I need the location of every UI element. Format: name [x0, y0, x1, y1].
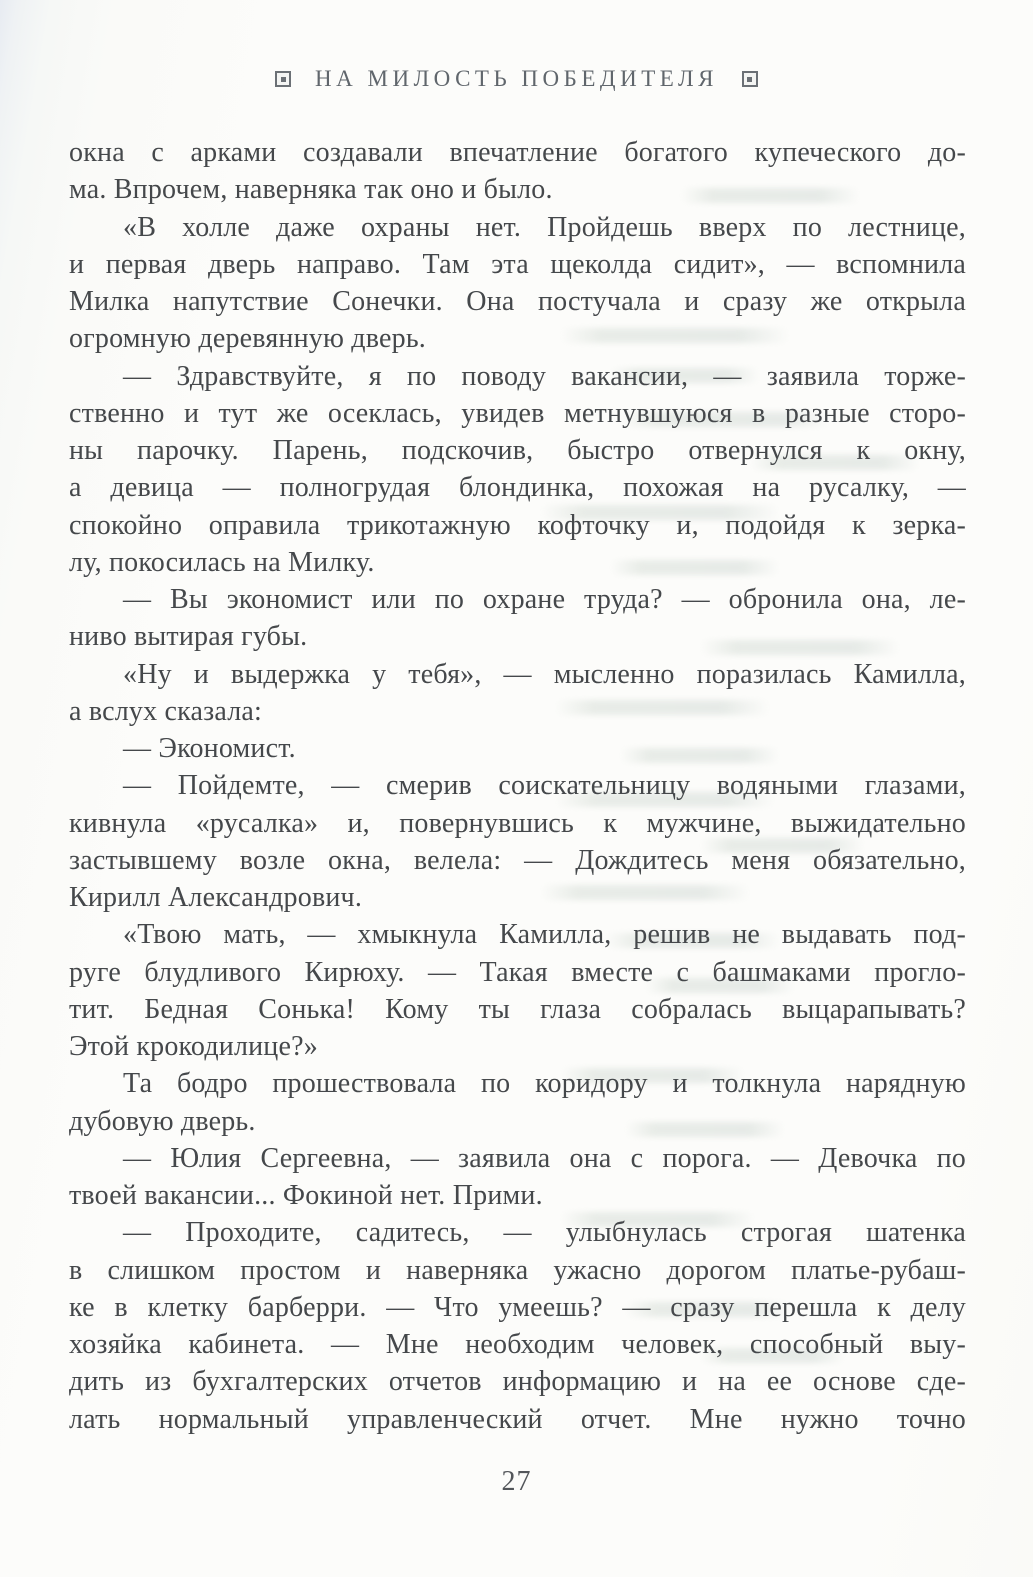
page-number: 27 [501, 1466, 532, 1497]
text-line: тит. Бедная Сонька! Кому ты глаза собралась выцарапывать? [69, 993, 966, 1025]
text-line: «Твою мать, — хмыкнула Камилла, решив не выдавать под- [123, 919, 966, 951]
text-line: ма. Впрочем, наверняка так оно и было. [69, 174, 553, 206]
text-line: твоей вакансии... Фокиной нет. Прими. [69, 1180, 543, 1211]
text-line: дубовую дверь. [69, 1105, 256, 1137]
text-line: ниво вытирая губы. [69, 621, 308, 653]
text-line: — Проходите, садитесь, — улыбнулась строгая шатенка [123, 1217, 966, 1249]
text-line: ке в клетку барберри. — Что умеешь? — сразу перешла к делу [69, 1291, 966, 1323]
text-line: — Вы экономист или по охране труда? — обронила она, ле- [123, 584, 966, 615]
chapter-title: НА МИЛОСТЬ ПОБЕДИТЕЛЯ [315, 66, 718, 91]
text-line: «В холле даже охраны нет. Пройдешь вверх по лестнице, [123, 211, 966, 243]
text-line: а вслух сказала: [69, 695, 263, 727]
ornament-square-icon [742, 71, 758, 87]
text-line: кивнула «русалка» и, повернувшись к мужчине, выжидательно [69, 807, 966, 839]
text-line: Этой крокодилице?» [69, 1031, 318, 1062]
ornament-square-core [281, 77, 286, 82]
text-line: Кирилл Александрович. [69, 882, 363, 913]
text-line: а девица — полногрудая блондинка, похожая на русалку, — [69, 472, 966, 504]
text-line: ны парочку. Парень, подскочив, быстро отвернулся к окну, [69, 435, 966, 466]
text-line: застывшему возле окна, велела: — Дождитесь меня обязательно, [69, 844, 966, 876]
text-line: — Здравствуйте, я по поводу вакансии, — заявила торже- [123, 360, 966, 392]
text-line: лу, покосилась на Милку. [69, 546, 375, 578]
text-line: спокойно оправила трикотажную кофточку и, подойдя к зерка- [69, 509, 966, 541]
ornament-square-core [747, 77, 752, 82]
text-line: окна с арками создавали впечатление богатого купеческого до- [69, 137, 966, 168]
text-line: руге блудливого Кирюху. — Такая вместе с башмаками прогло- [69, 956, 966, 988]
ornament-square-icon [275, 71, 291, 87]
text-line: Милка напутствие Сонечки. Она постучала и сразу же открыла [69, 286, 966, 317]
text-line: — Пойдемте, — смерив соискательницу водяными глазами, [123, 770, 966, 802]
page-footer [0, 1466, 1033, 1498]
body-text [69, 134, 966, 1438]
text-line: и первая дверь направо. Там эта щеколда сидит», — вспомнила [69, 248, 966, 280]
running-header [0, 66, 1033, 92]
text-line: ственно и тут же осеклась, увидев метнувшуюся в разные сторо- [69, 397, 966, 429]
text-line: Та бодро прошествовала по коридору и толкнула нарядную [123, 1068, 966, 1100]
text-line: лать нормальный управленческий отчет. Мне нужно точно [69, 1403, 966, 1435]
text-line: в слишком простом и наверняка ужасно дорогом платье-рубаш- [69, 1254, 966, 1286]
text-line: — Юлия Сергеевна, — заявила она с порога. — Девочка по [123, 1142, 966, 1174]
text-line: огромную деревянную дверь. [69, 323, 426, 355]
text-line: «Ну и выдержка у тебя», — мысленно поразилась Камилла, [123, 658, 966, 690]
text-line: хозяйка кабинета. — Мне необходим человек, способный выу- [69, 1329, 966, 1360]
text-line: — Экономист. [123, 733, 296, 764]
text-line: дить из бухгалтерских отчетов информацию и на ее основе сде- [69, 1366, 966, 1398]
